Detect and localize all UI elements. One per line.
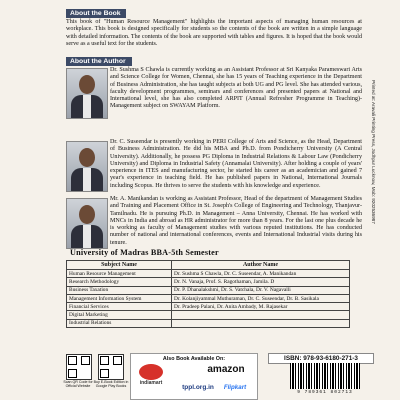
qr-right-caption: Buy E-Book Edition in Google Play Books [93,380,129,389]
subject-cell: Digital Marketing [67,311,172,319]
qr-left-caption: Scan QR Code for Official Website [63,380,93,389]
author-cell: Dr. Sushma S Chawla, Dr. C. Suseendar, A. Manikandan [172,270,350,278]
barcode-digits: 9 789361 802713 [297,390,353,395]
author-cell [172,319,350,327]
about-book-text: This book of "Human Resource Management" highlights the important aspects of managing human resources at workplace. This book is designed specifically for students so the contents of the book are written in a simple language with detailed information. The contents of the book are supported with tables and figures. It is hoped that the book would serve as a useful text for the students. [66,19,362,47]
about-book-header: About the Book [66,9,126,18]
author-2-bio: Dr. C. Suseendar is presently working in PERI College of Arts and Science, as the Head, Department of Business Administration. He did his MBA and Ph.D. from Pondicherry University (A Central University). Additionally, he possess PG Diploma in Industrial Relations & Labour Law (Pondicherry University) and Diploma in Industrial Safety (Annamalai University). After holding a couple of years' experience in ITES and manufacturing sector, he started his career as an academician and gained 7 year's experience in teaching field. He has published papers in National, International Journals including Scopus. He thrives to serve the students with his knowledge and experience. [110,139,362,189]
table-row [67,286,350,294]
table-row [67,294,350,302]
author-3-bio: Mr. A. Manikandan is working as Assistant Professor, Head of the department of Management Studies and Training and Placement Office in St. Joseph's College of Engineering and Technology, Thanjavur-Tamilnadu. He is pursuing Ph.D. in Management – Anna University, Chennai. He has worked with MNCs in India and abroad as HR administrator for more than 8 years. For the last one plus decade he is working as faculty of Management studies with various reputed institutions. He has conducted number of national and international conferences, events and International Industrial visits during his tenure. [110,196,362,246]
table-row [67,311,350,319]
website-qr-code[interactable] [66,354,92,380]
subject-cell: Financial Services [67,303,172,311]
isbn-label: ISBN: 978-93-6180-271-3 [268,353,374,364]
author-cell: Dr. P. Dhanalakshmi, Dr. S. Vatchala, Dr. V. Nagavalli [172,286,350,294]
author-cell: Dr. Pradeep Palani, Dr. Anita Ambady, M. Rajasekar [172,303,350,311]
subjects-table [66,260,350,328]
subject-cell: Industrial Relations [67,319,172,327]
author-cell: Dr. Kolanjiyammal Muthuraman, Dr. C. Suseendar, Dr. B. Sasikala [172,294,350,302]
table-row [67,278,350,286]
table-row [67,270,350,278]
barcode [290,363,360,389]
also-available-label: Also Book Available On: [162,356,226,362]
author-1-bio: Dr. Sushma S Chawla is currently working as an Assistant Professor at Sri Kanyaka Parameswari Arts and Science College for Women, Chennai, she has 15 years of Teaching experience in the Department of Business Administration, she has taught subjects at both UG and PG level. She has attended various, faculty development programmes, seminars and conferences and presented papers at National and International level, she has also completed ARPIT (Annual Refresher Programme in Teaching)-Management subject on SWAYAM Platform. [110,67,362,110]
author-photo-1 [66,68,108,119]
printer-note: Printed at: Aravali Printing Press, Jodhpur Lucknow, Mob: 9202536987 [371,80,376,224]
ebook-qr-code[interactable] [98,354,124,380]
stores-box [130,353,258,400]
store-amazon[interactable]: amazon [207,364,245,375]
syllabus-title: University of Madras BBA-5th Semester [70,248,219,257]
author-photo-2 [66,141,108,192]
subject-cell: Management Information System [67,294,172,302]
store-flipkart[interactable]: Flipkart [223,384,247,391]
table-row [67,303,350,311]
col-subject-name: Subject Name [67,261,172,270]
store-indiamart[interactable]: indiamart [139,380,163,386]
publisher-site[interactable]: tppl.org.in [182,384,214,391]
author-photo-3 [66,198,108,249]
author-cell [172,311,350,319]
about-author-header: About the Author [66,57,132,66]
subject-cell: Research Methodology [67,278,172,286]
subject-cell: Business Taxation [67,286,172,294]
author-cell: Dr. N. Vanaja, Prof. S. Ragothaman, Jamila. D [172,278,350,286]
subject-cell: Human Resource Management [67,270,172,278]
col-author-name: Author Name [172,261,350,270]
indiamart-logo-icon [139,364,163,380]
table-row [67,319,350,327]
